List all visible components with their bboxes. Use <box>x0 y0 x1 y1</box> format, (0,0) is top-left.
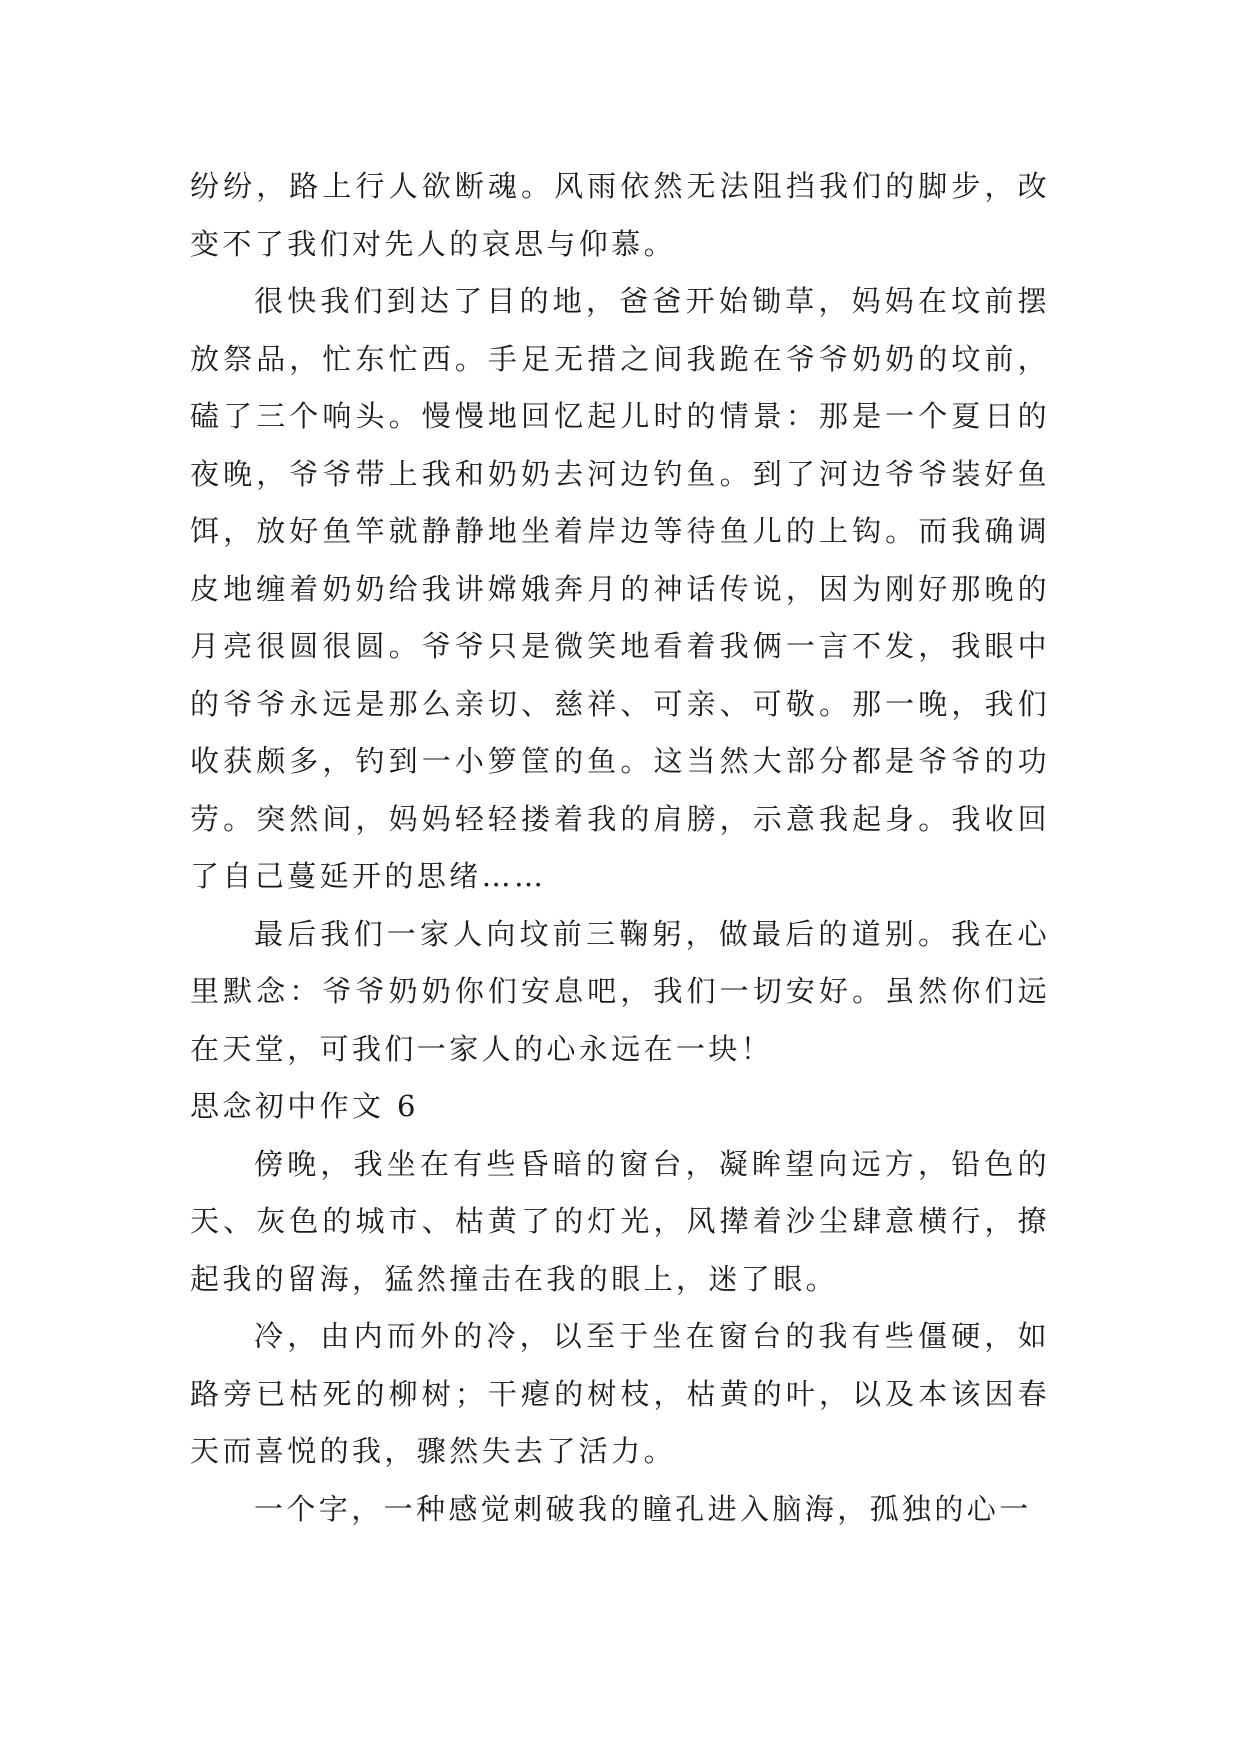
document-body <box>190 158 1050 1538</box>
paragraph-loneliness: 一个字，一种感觉刺破我的瞳孔进入脑海，孤独的心一 <box>254 1491 1032 1526</box>
paragraph-cold: 冷，由内而外的冷，以至于坐在窗台的我有些僵硬，如路旁已枯死的柳树；干瘪的树枝，枯黄的叶，以及本该因春天而喜悦的我，骤然失去了活力。 <box>190 1319 1050 1468</box>
paragraph-grave-visit: 很快我们到达了目的地，爸爸开始锄草，妈妈在坟前摆放祭品，忙东忙西。手足无措之间我跪在爷爷奶奶的坟前，磕了三个响头。慢慢地回忆起儿时的情景：那是一个夏日的夜晚，爷爷带上我和奶奶去河边钓鱼。到了河边爷爷装好鱼饵，放好鱼竿就静静地坐着岸边等待鱼儿的上钩。而我确调皮地缠着奶奶给我讲嫦娥奔月的神话传说，因为刚好那晚的月亮很圆很圆。爷爷只是微笑地看着我俩一言不发，我眼中的爷爷永远是那么亲切、慈祥、可亲、可敬。那一晚，我们收获颇多，钓到一小箩筐的鱼。这当然大部分都是爷爷的功劳。突然间，妈妈轻轻搂着我的肩膀，示意我起身。我收回了自己蔓延开的思绪…… <box>190 284 1050 893</box>
paragraph-continued: 纷纷，路上行人欲断魂。风雨依然无法阻挡我们的脚步，改变不了我们对先人的哀思与仰慕。 <box>190 169 1050 261</box>
section-title: 思念初中作文 6 <box>190 1089 419 1123</box>
paragraph-farewell: 最后我们一家人向坟前三鞠躬，做最后的道别。我在心里默念：爷爷奶奶你们安息吧，我们一切安好。虽然你们远在天堂，可我们一家人的心永远在一块！ <box>190 916 1050 1066</box>
paragraph-evening: 傍晚，我坐在有些昏暗的窗台，凝眸望向远方，铅色的天、灰色的城市、枯黄了的灯光，风撵着沙尘肆意横行，撩起我的留海，猛然撞击在我的眼上，迷了眼。 <box>190 1146 1050 1296</box>
